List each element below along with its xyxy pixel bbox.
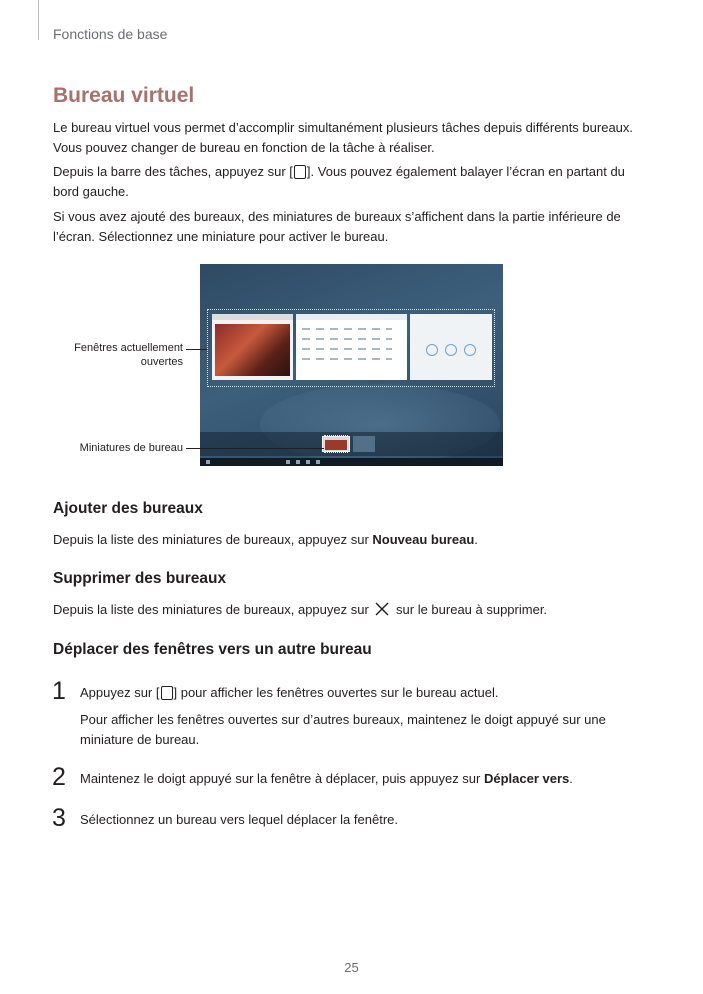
callout-thumbnails: Miniatures de bureau xyxy=(79,442,183,454)
intro-paragraph-3: Si vous avez ajouté des bureaux, des miniatures de bureaux s’affichent dans la partie inférieure de l’écran. Sélectionnez une miniature pour activer le bureau. xyxy=(53,209,621,244)
move-to-label: Déplacer vers xyxy=(483,771,570,786)
intro-p2-after: ]. Vous pouvez également balayer l’écran en partant du bord gauche. xyxy=(53,164,625,199)
step-1-text xyxy=(80,683,650,703)
step-number-1: 1 xyxy=(52,677,66,705)
callout-open-windows-leader xyxy=(186,349,207,350)
remove-text-after: sur le bureau à supprimer. xyxy=(392,602,548,617)
taskbar-app-icon xyxy=(286,460,290,464)
window-content-row xyxy=(302,328,392,330)
intro-paragraph-2 xyxy=(53,162,643,202)
desktop-thumbnails-frame xyxy=(324,435,348,453)
window-circle-icon xyxy=(464,344,476,356)
open-window-thumbnail xyxy=(296,314,407,380)
callout-thumbnails-leader xyxy=(186,448,324,449)
remove-desktops-title: Supprimer des bureaux xyxy=(53,570,227,587)
step-1-before: Appuyez sur [ xyxy=(80,685,160,700)
window-image xyxy=(215,324,290,376)
window-circle-icon xyxy=(426,344,438,356)
add-text-after: . xyxy=(474,532,478,547)
intro-p2-before: Depuis la barre des tâches, appuyez sur [ xyxy=(53,164,293,179)
step-1-note: Pour afficher les fenêtres ouvertes sur d’autres bureaux, maintenez le doigt appuyé sur une miniature de bureau. xyxy=(80,712,606,747)
close-icon xyxy=(374,601,390,617)
section-title: Bureau virtuel xyxy=(53,84,195,107)
step-2-before: Maintenez le doigt appuyé sur la fenêtre à déplacer, puis appuyez sur xyxy=(80,771,484,786)
window-titlebar xyxy=(296,314,407,320)
callout-open-windows: Fenêtres actuellement ouvertes xyxy=(74,342,183,368)
add-text-before: Depuis la liste des miniatures de bureaux, appuyez sur xyxy=(53,532,373,547)
intro-paragraph-1: Le bureau virtuel vous permet d’accomplir simultanément plusieurs tâches depuis différents bureaux. Vous pouvez changer de bureau en fonction de la tâche à réaliser. xyxy=(53,120,634,155)
add-desktops-text xyxy=(53,530,643,550)
desktop-thumbnail-strip xyxy=(200,432,503,456)
step-number-2: 2 xyxy=(52,763,66,791)
step-1-after: ] pour afficher les fenêtres ouvertes sur le bureau actuel. xyxy=(173,685,499,700)
remove-desktops-text xyxy=(53,600,643,620)
page-number: 25 xyxy=(344,960,359,975)
add-desktops-title: Ajouter des bureaux xyxy=(53,500,203,517)
taskbar-app-icon xyxy=(316,460,320,464)
start-icon xyxy=(206,460,210,464)
header-rule xyxy=(38,0,39,40)
remove-text-before: Depuis la liste des miniatures de bureaux, appuyez sur xyxy=(53,602,373,617)
window-titlebar xyxy=(212,314,293,320)
window-content-row xyxy=(302,348,392,350)
open-window-thumbnail xyxy=(410,314,492,380)
task-view-icon xyxy=(294,165,306,179)
virtual-desktop-screenshot xyxy=(200,264,503,466)
step-number-3: 3 xyxy=(52,804,66,832)
window-content-row xyxy=(302,358,392,360)
task-view-icon xyxy=(161,686,173,700)
taskbar xyxy=(200,458,503,466)
window-content-row xyxy=(302,338,392,340)
step-2-text xyxy=(80,769,650,789)
open-window-thumbnail xyxy=(212,314,293,380)
desktop-thumbnail xyxy=(353,436,375,452)
window-circle-icon xyxy=(445,344,457,356)
move-windows-title: Déplacer des fenêtres vers un autre bureau xyxy=(53,641,372,658)
step-2-after: . xyxy=(569,771,573,786)
new-desktop-label: Nouveau bureau xyxy=(372,532,475,547)
taskbar-app-icon xyxy=(296,460,300,464)
taskbar-app-icon xyxy=(306,460,310,464)
running-head: Fonctions de base xyxy=(53,26,168,42)
step-3-text: Sélectionnez un bureau vers lequel déplacer la fenêtre. xyxy=(80,812,398,827)
